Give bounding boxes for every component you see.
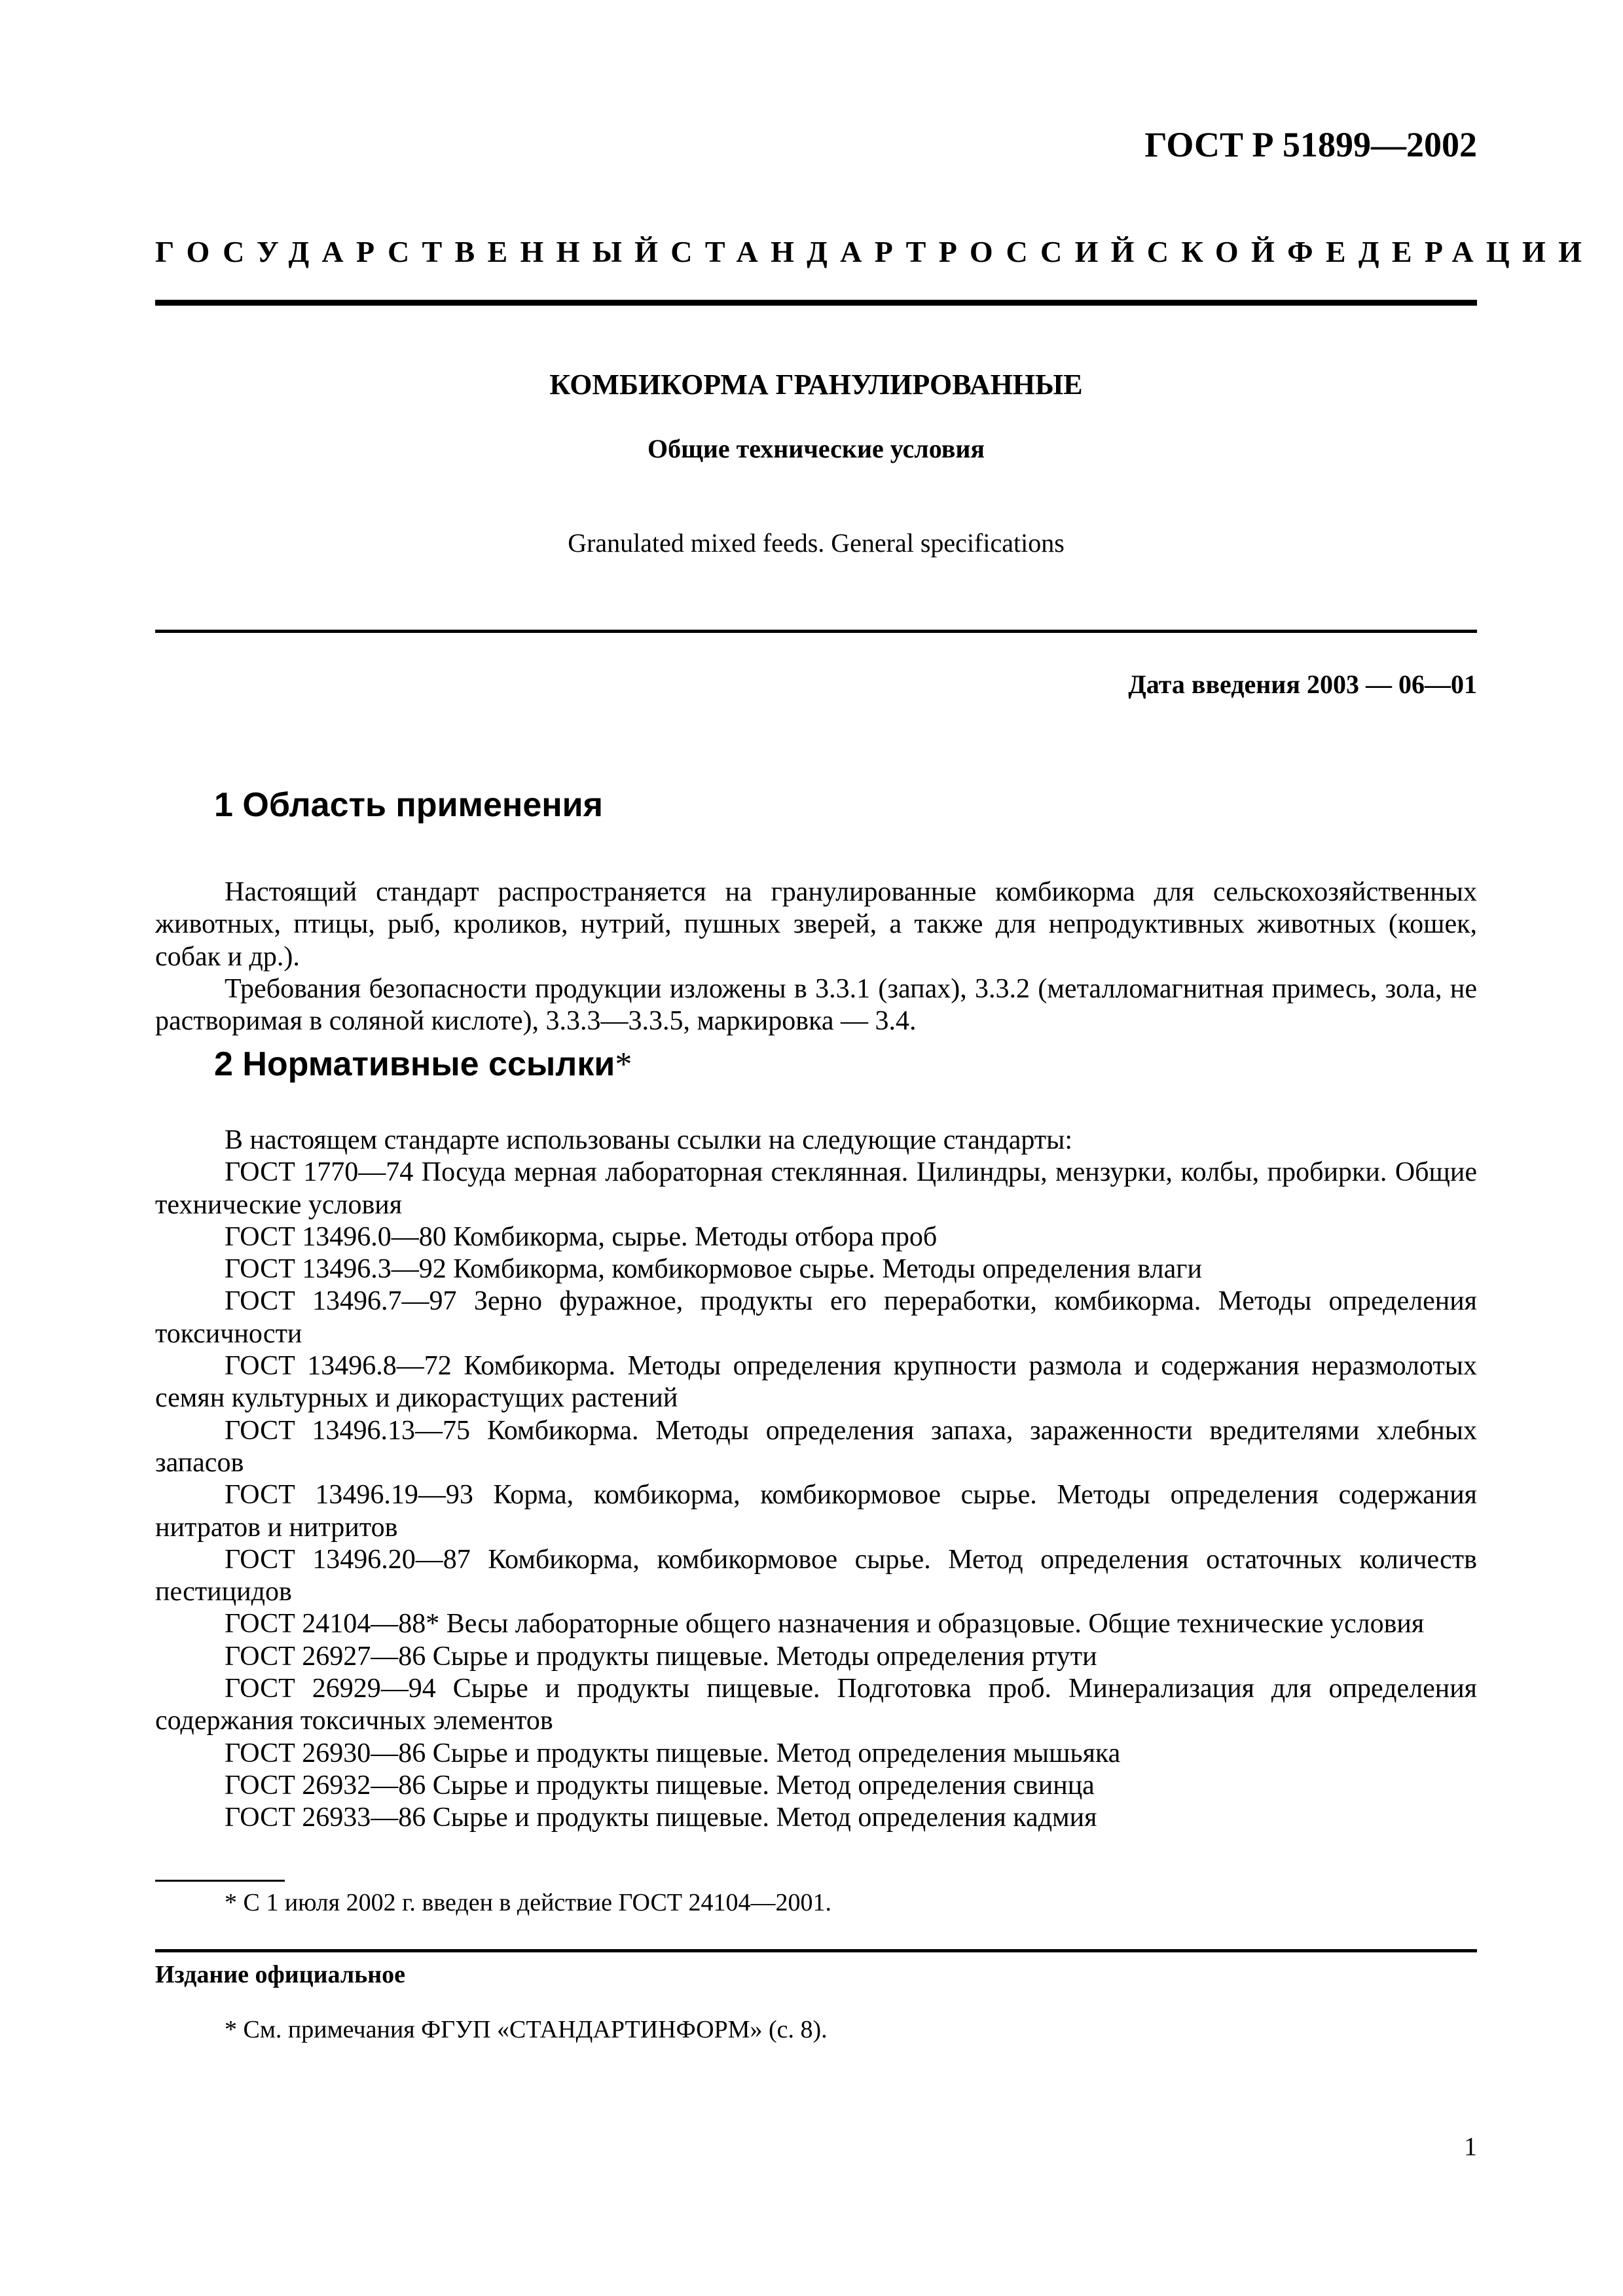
references-intro: В настоящем стандарте использованы ссылки на следующие стандарты:: [225, 1125, 1073, 1155]
english-title: Granulated mixed feeds. General specifications: [568, 528, 1065, 558]
paragraph: Настоящий стандарт распространяется на гранулированные комбикорма для сельскохозяйственных животных, птицы, рыб, кроликов, нутрий, пушных зверей, а также для непродуктивных животных (кошек, собак и др.).: [155, 877, 1477, 972]
page-number: 1: [1464, 2132, 1477, 2161]
state-standard-word: СТАНДАРТ: [670, 235, 939, 268]
reference-item: ГОСТ 26927—86 Сырье и продукты пищевые. Методы определения ртути: [225, 1641, 1097, 1672]
reference-item: ГОСТ 13496.13—75 Комбикорма. Методы определения запаха, зараженности вредителями хлебных запасов: [155, 1415, 1477, 1478]
reference-item: ГОСТ 13496.3—92 Комбикорма, комбикормовое сырье. Методы определения влаги: [225, 1254, 1202, 1285]
footnote-rule: [155, 1880, 285, 1882]
reference-item: ГОСТ 1770—74 Посуда мерная лабораторная стеклянная. Цилиндры, мензурки, колбы, пробирки. Общие технические условия: [155, 1157, 1477, 1220]
reference-item: ГОСТ 26929—94 Сырье и продукты пищевые. Подготовка проб. Минерализация для определения содержания токсичных элементов: [155, 1674, 1477, 1736]
reference-item: ГОСТ 24104—88* Весы лабораторные общего назначения и образцовые. Общие технические условия: [225, 1609, 1425, 1640]
state-standard-word: ГОСУДАРСТВЕННЫЙ: [155, 235, 671, 268]
official-edition-rule: [155, 1949, 1477, 1952]
footnote: * С 1 июля 2002 г. введен в действие ГОСТ 24104—2001.: [225, 1889, 832, 1916]
section-scope-body: [155, 876, 1477, 1037]
introduction-date: Дата введения 2003 — 06—01: [1128, 670, 1477, 699]
paragraph: Требования безопасности продукции изложены в 3.3.1 (запах), 3.3.2 (металломагнитная примесь, зола, не растворимая в соляной кислоте), 3.3.3—3.3.5, маркировка — 3.4.: [155, 973, 1477, 1037]
reference-item: ГОСТ 26930—86 Сырье и продукты пищевые. Метод определения мышьяка: [225, 1738, 1121, 1768]
reference-item: ГОСТ 13496.8—72 Комбикорма. Методы определения крупности размола и содержания неразмолотых семян культурных и дикорастущих растений: [155, 1351, 1477, 1414]
section-heading-scope: 1 Область применения: [214, 786, 603, 824]
reference-item: ГОСТ 13496.20—87 Комбикорма, комбикормовое сырье. Метод определения остаточных количеств пестицидов: [155, 1544, 1477, 1607]
publisher-note: * См. примечания ФГУП «СТАНДАРТИНФОРМ» (с. 8).: [225, 2016, 828, 2043]
state-standard-word: РОССИЙСКОЙ: [938, 235, 1288, 268]
reference-item: ГОСТ 13496.19—93 Корма, комбикорма, комбикормовое сырье. Методы определения содержания нитратов и нитритов: [155, 1480, 1477, 1543]
header-rule: [155, 300, 1477, 306]
state-standard-heading: [155, 234, 1595, 269]
reference-item: ГОСТ 13496.0—80 Комбикорма, сырье. Методы отбора проб: [225, 1221, 938, 1252]
document-number: ГОСТ Р 51899—2002: [1144, 125, 1477, 164]
reference-item: ГОСТ 13496.7—97 Зерно фуражное, продукты его переработки, комбикорма. Методы определения токсичности: [155, 1286, 1477, 1349]
official-edition-label: Издание официальное: [155, 1961, 406, 1988]
references-list: [155, 1124, 1477, 1835]
reference-item: ГОСТ 26933—86 Сырье и продукты пищевые. Метод определения кадмия: [225, 1803, 1097, 1833]
document-subtitle: Общие технические условия: [647, 434, 985, 463]
title-rule: [155, 630, 1477, 633]
footnote-mark: *: [615, 1046, 632, 1083]
section-heading-text: 2 Нормативные ссылки: [214, 1045, 615, 1083]
state-standard-word: ФЕДЕРАЦИИ: [1287, 235, 1595, 268]
document-title: КОМБИКОРМА ГРАНУЛИРОВАННЫЕ: [549, 368, 1083, 401]
reference-item: ГОСТ 26932—86 Сырье и продукты пищевые. Метод определения свинца: [225, 1770, 1095, 1801]
section-heading-references: [214, 1045, 632, 1084]
